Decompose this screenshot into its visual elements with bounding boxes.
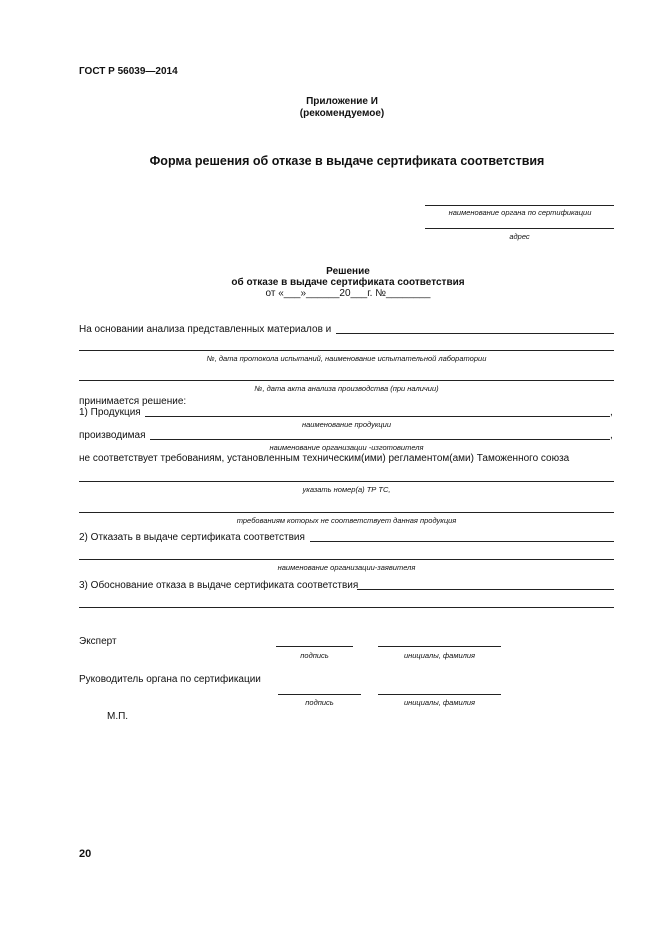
stamp-label: М.П.: [107, 711, 129, 722]
product-caption: наименование продукции: [301, 420, 391, 429]
head-name-caption: инициалы, фамилия: [403, 698, 476, 707]
address-caption: адрес: [509, 232, 530, 241]
expert-signature-caption: подпись: [300, 651, 329, 660]
decision-made-text: принимается решение:: [79, 396, 187, 407]
document-header: ГОСТ Р 56039—2014: [79, 66, 178, 77]
requirements-line: [79, 512, 614, 513]
decision-date-line: от «___»______20___г. №________: [265, 288, 431, 299]
product-comma: ,: [610, 407, 613, 418]
basis-text: На основании анализа представленных материалов и: [79, 324, 334, 336]
appendix-title: Приложение И: [306, 96, 378, 107]
expert-label: Эксперт: [79, 636, 117, 647]
basis-line: [336, 333, 614, 334]
expert-name-caption: инициалы, фамилия: [403, 651, 476, 660]
item2-text: 2) Отказать в выдаче сертификата соответствия: [79, 532, 308, 544]
item3-text: 3) Обоснование отказа в выдаче сертификата соответствия: [79, 580, 359, 591]
authority-name-line: [425, 205, 614, 206]
manufacturer-comma: ,: [610, 430, 613, 441]
expert-signature-line: [276, 646, 353, 647]
manufacturer-line: [150, 439, 610, 440]
tr-line: [79, 481, 614, 482]
tr-caption: указать номер(а) ТР ТС,: [302, 485, 391, 494]
address-line: [425, 228, 614, 229]
item3-line: [357, 589, 614, 590]
page-number: 20: [79, 848, 92, 860]
head-name-line: [378, 694, 501, 695]
produced-label: производимая: [79, 430, 146, 441]
head-signature-line: [278, 694, 361, 695]
protocol-line: [79, 350, 614, 351]
applicant-caption: наименование организации-заявителя: [277, 563, 416, 572]
form-title: Форма решения об отказе в выдаче сертификата соответствия: [149, 154, 545, 168]
head-signature-caption: подпись: [305, 698, 334, 707]
appendix-note: (рекомендуемое): [299, 108, 385, 119]
decision-title: Решение: [326, 266, 370, 277]
manufacturer-caption: наименование организации -изготовителя: [269, 443, 424, 452]
expert-name-line: [378, 646, 501, 647]
product-line: [145, 416, 610, 417]
noncompliance-text: не соответствует требованиям, установленным техническим(ими) регламентом(ами) Таможенного союза: [79, 453, 570, 464]
justification-line: [79, 607, 614, 608]
item1-label: 1) Продукция: [79, 407, 141, 418]
act-line: [79, 380, 614, 381]
head-label: Руководитель органа по сертификации: [79, 674, 261, 685]
authority-name-caption: наименование органа по сертификации: [448, 208, 592, 217]
item2-line: [310, 541, 614, 542]
protocol-caption: №, дата протокола испытаний, наименование испытательной лаборатории: [206, 354, 487, 363]
requirements-caption: требованиям которых не соответствует данная продукция: [236, 516, 457, 525]
act-caption: №, дата акта анализа производства (при наличии): [254, 384, 439, 393]
applicant-line: [79, 559, 614, 560]
decision-subtitle: об отказе в выдаче сертификата соответствия: [231, 277, 465, 288]
